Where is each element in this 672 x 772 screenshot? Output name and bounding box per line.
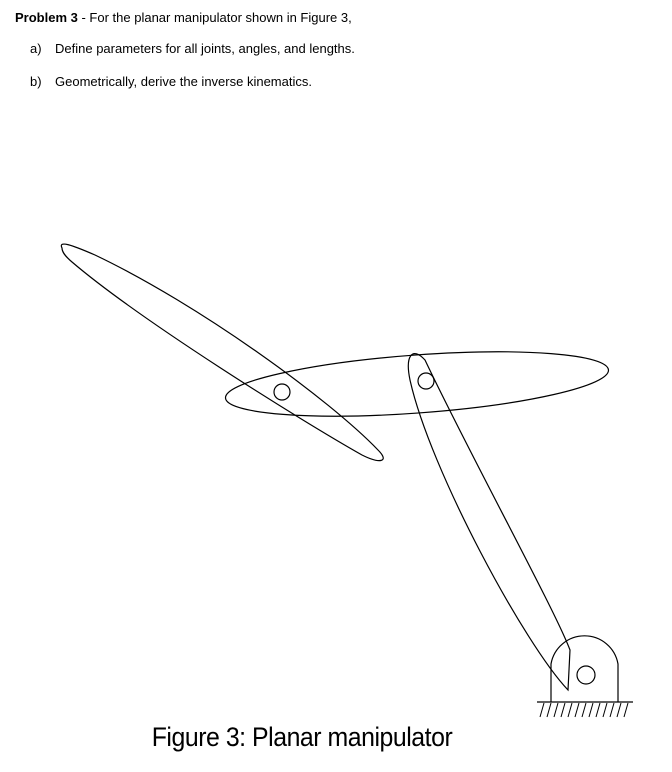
question-marker-a: a) [30, 41, 42, 56]
base-joint [551, 636, 618, 702]
question-text-b: Geometrically, derive the inverse kinematics. [55, 74, 312, 89]
link-1 [408, 354, 570, 690]
problem-text: For the planar manipulator shown in Figure 3, [89, 10, 352, 25]
ground-hatch [540, 703, 628, 717]
link-3 [61, 244, 383, 461]
question-marker-b: b) [30, 74, 42, 89]
question-text-a: Define parameters for all joints, angles, and lengths. [55, 41, 355, 56]
problem-separator: - [77, 10, 90, 25]
joint-base-pin [577, 666, 595, 684]
joint-2 [274, 384, 290, 400]
problem-label: Problem 3 [15, 10, 78, 25]
figure-caption: Figure 3: Planar manipulator [151, 722, 453, 752]
joint-1 [418, 373, 434, 389]
